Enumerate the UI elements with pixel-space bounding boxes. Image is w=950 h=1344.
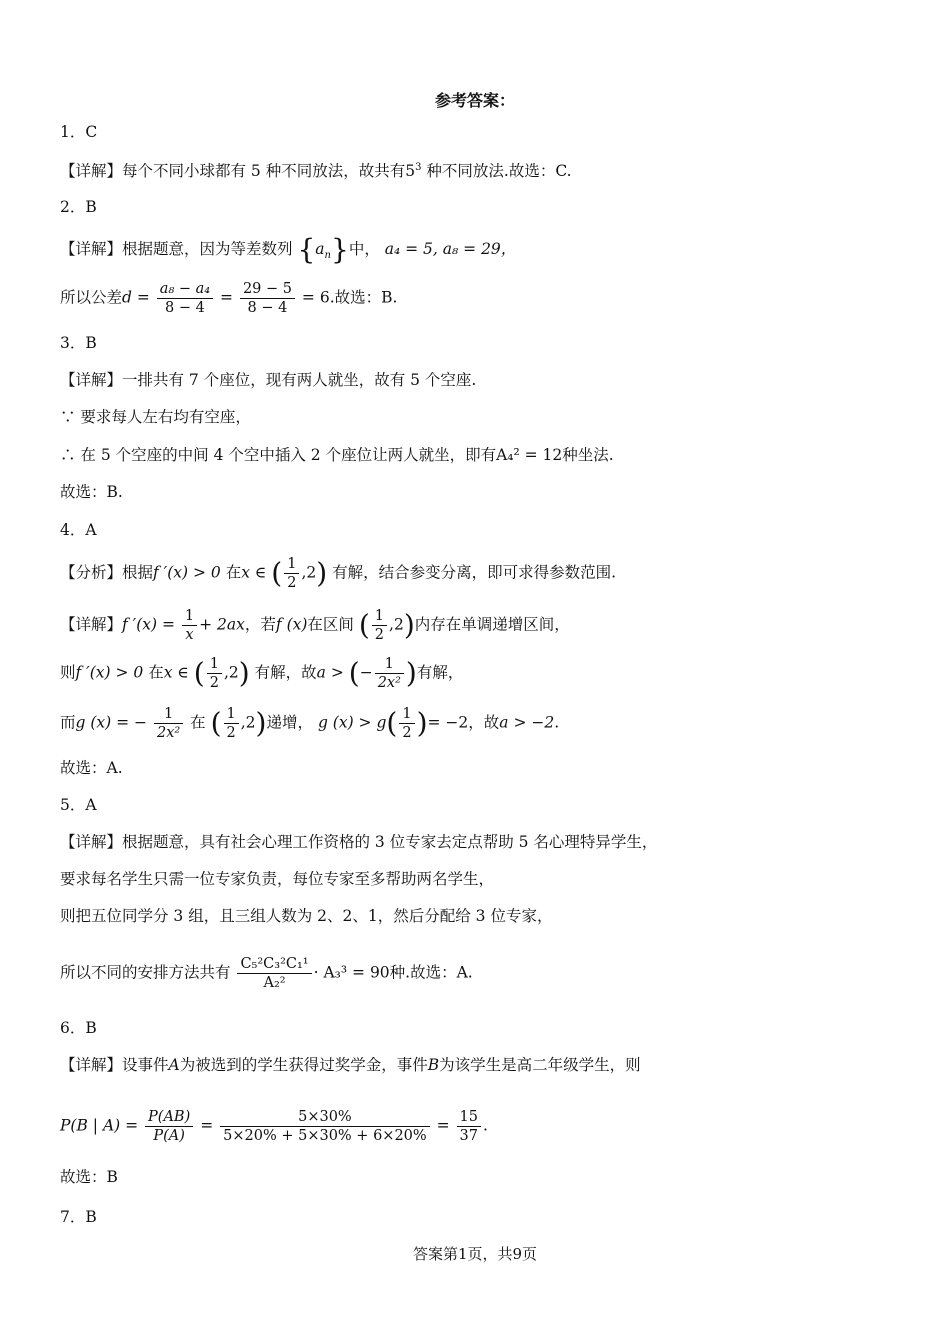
q4-half [224, 705, 239, 742]
q6-line1 [60, 1054, 641, 1076]
q2-formula: 所以公差d = $\frac{\text{a₈ − a₄}}{8 - 4}$ = $\frac{29 - 5}{8 - 4}$ = 6.故选：B. [60, 281, 398, 316]
q4-detail [60, 607, 570, 644]
q6-pba: P(B | A) = [60, 1116, 139, 1135]
q4-text-e: 在区间 [307, 615, 354, 634]
q5-answer: 5．A [60, 796, 97, 814]
paren-left: ( [358, 608, 370, 642]
q4-a-gt: a > [316, 663, 344, 682]
q6-text: 【详解】设事件 [60, 1056, 169, 1074]
q2-choice: .故选：B. [329, 288, 398, 307]
q5-text: 所以不同的安排方法共有 [60, 963, 231, 982]
q4-x-in-2: x ∈ [163, 663, 189, 682]
q3-text-b: 种坐法. [562, 446, 614, 464]
page-title: 参考答案： [434, 91, 515, 110]
q5-line4 [60, 955, 473, 992]
q4-text-k: 而 [60, 713, 76, 732]
q4-half [284, 555, 299, 592]
paren-right: ) [416, 706, 428, 740]
q5-line2: 要求每名学生只需一位专家负责，每位专家至多帮助两名学生， [60, 870, 495, 888]
q1-exp: 3 [415, 162, 422, 173]
q3-line4: 故选：B. [60, 483, 123, 501]
q1-answer: 1．C [60, 123, 98, 141]
q4-text-i: 有解，故 [254, 663, 317, 682]
equals: = [436, 1116, 450, 1135]
q4-x-in: x ∈ [241, 563, 267, 582]
q4-fprime: f ′(x) > 0 [153, 563, 221, 582]
q4-text-b: 在 [225, 563, 242, 582]
q5-line3: 则把五位同学分 3 组，且三组人数为 2、2、1，然后分配给 3 位专家， [60, 907, 553, 925]
paren-left: ( [193, 656, 205, 690]
q4-line4 [60, 705, 559, 742]
q5-fraction [237, 955, 311, 992]
paren-right: ) [238, 656, 250, 690]
q3-answer: 3．B [60, 334, 97, 352]
q1-base: 5 [405, 162, 416, 181]
q4-text-c: 有解，结合参变分离，即可求得参数范围. [332, 563, 617, 582]
q4-two: ,2 [389, 615, 404, 634]
q4-2x2: 2x² [156, 725, 181, 741]
q1-detail [60, 157, 572, 182]
q2-fraction-2 [240, 280, 295, 317]
q3-line1: 【详解】一排共有 7 个座位，现有两人就坐，故有 5 个空座. [60, 371, 477, 389]
q6-pab: P(AB) [148, 1109, 191, 1125]
q2-text-b: 中， [348, 240, 380, 258]
q4-line3 [60, 655, 463, 692]
q2-frac2-num: 29 − 5 [240, 280, 295, 299]
q4-half [207, 655, 222, 692]
event-a: A [168, 1056, 180, 1074]
q4-text-f: 内存在单调递增区间， [414, 615, 570, 634]
q4-line5: 故选：A. [60, 759, 123, 777]
left-brace: { [297, 233, 316, 266]
x: x [185, 627, 194, 643]
q6-frac-3 [457, 1108, 481, 1145]
equals: = [200, 1116, 214, 1135]
paren-left: ( [348, 656, 360, 690]
half-den: 2 [374, 627, 385, 643]
q6-formula [60, 1108, 488, 1145]
q6-frac-1 [145, 1108, 193, 1145]
q2-text-c: 所以公差 [60, 288, 123, 307]
q3-line2: ∵ 要求每人左右均有空座， [60, 408, 251, 426]
q6-big-den: 5×20% + 5×30% + 6×20% [223, 1128, 427, 1144]
page-footer: 答案第1页，共9页 [412, 1245, 538, 1263]
paren-right: ) [405, 656, 417, 690]
q2-seq-sub: n [324, 250, 331, 262]
half-num: 1 [372, 607, 387, 626]
q6-pa: P(A) [153, 1128, 185, 1144]
half-num: 1 [284, 555, 299, 574]
half-den: 2 [402, 725, 412, 741]
q6-text-b: 为被选到的学生获得过奖学金，事件 [179, 1056, 428, 1074]
q2-condition: a₄ = 5, a₈ = 29， [384, 240, 517, 258]
q6-frac-2 [220, 1108, 430, 1145]
q4-half [399, 705, 414, 742]
paren-right: ) [255, 706, 267, 740]
q2-seq: a [315, 240, 325, 258]
q6-answer: 6．B [60, 1019, 97, 1037]
q6-text-c: 为该学生是高二年级学生，则 [439, 1056, 641, 1074]
q4-text: 【分析】根据 [60, 563, 154, 582]
q2-frac2-den: 8 − 4 [247, 300, 288, 316]
q4-minus2: = −2 [427, 713, 469, 732]
q4-analysis [60, 555, 616, 592]
q2-frac1-num: a₈ − a₄ [159, 281, 211, 297]
q4-one-over-x [182, 607, 197, 644]
q4-g-def: g (x) = − [75, 713, 148, 732]
q4-two: ,2 [301, 563, 317, 582]
paren-right: ) [403, 608, 415, 642]
right-brace: } [330, 233, 349, 266]
q4-fprime-def: f ′(x) = [122, 615, 175, 634]
minus: − [359, 663, 373, 682]
paren-left: ( [386, 706, 398, 740]
q5-frac-num: C₅²C₃²C₁¹ [237, 955, 311, 974]
q4-a-result: a > −2 [499, 713, 555, 732]
q2-fraction-1 [157, 280, 213, 317]
q3-formula: A₄² = 12 [496, 446, 563, 464]
q4-text-h: 在 [148, 663, 164, 682]
q4-g-compare: g (x) > g [317, 713, 387, 732]
q6-dot: . [483, 1116, 488, 1135]
half-num: 1 [207, 655, 222, 674]
q1-text: 【详解】每个不同小球都有 5 种不同放法，故共有 [60, 162, 406, 181]
q2-answer: 2．B [60, 198, 97, 216]
q4-answer: 4．A [60, 521, 97, 539]
q4-text-l: 在 [190, 713, 206, 732]
q5-frac-den: A₂² [263, 975, 286, 991]
q6-line3: 故选：B [60, 1168, 118, 1186]
q6-big-num: 5×30% [220, 1108, 430, 1127]
half-den: 2 [287, 575, 297, 591]
q5-line1: 【详解】根据题意，具有社会心理工作资格的 3 位专家去定点帮助 5 名心理特异学生， [60, 833, 658, 851]
event-b: B [427, 1056, 440, 1074]
paren-left: ( [271, 556, 283, 590]
q4-text-d: ，若 [244, 615, 276, 634]
q4-text-m: 递增， [266, 713, 313, 732]
half-den: 2 [209, 675, 219, 691]
q6-res-den: 37 [459, 1128, 478, 1144]
q4-two: ,2 [223, 663, 239, 682]
q4-text-n: ，故 [468, 713, 500, 732]
q3-text: ∴ 在 5 个空座的中间 4 个空中插入 2 个座位让两人就坐，即有 [60, 446, 497, 464]
q2-text: 【详解】根据题意，因为等差数列 [60, 240, 293, 258]
q4-dot: . [554, 713, 560, 732]
q1-text-b: 种不同放法.故选：C. [426, 162, 572, 181]
q2-detail [60, 233, 517, 267]
q4-f: f (x) [275, 615, 308, 634]
q4-neg-frac [375, 655, 404, 692]
half-num: 1 [224, 705, 239, 724]
q4-fprime-2: f ′(x) > 0 [75, 663, 144, 682]
q5-result: · A₃³ = 90 [313, 963, 390, 982]
q4-half [372, 607, 387, 644]
q6-res-num: 15 [457, 1108, 481, 1127]
q7-answer: 7．B [60, 1208, 97, 1226]
q4-text-g: 则 [60, 663, 76, 682]
q4-neg-frac-2 [154, 705, 183, 742]
q4-detail-label: 【详解】 [60, 615, 123, 634]
q3-line3 [60, 444, 614, 466]
q4-2x2: 2x² [377, 675, 401, 691]
q2-frac1-den: 8 − 4 [165, 300, 205, 316]
half-den: 2 [226, 725, 236, 741]
q4-two: ,2 [240, 713, 256, 732]
one: 1 [375, 655, 404, 674]
q4-text-j: 有解， [416, 663, 464, 682]
q2-result: = 6 [301, 288, 330, 307]
q2-d: d [122, 288, 132, 307]
q4-2ax: + 2ax [199, 615, 245, 634]
paren-left: ( [210, 706, 222, 740]
half-num: 1 [399, 705, 414, 724]
one: 1 [182, 607, 197, 626]
one: 1 [154, 705, 183, 724]
paren-right: ) [316, 556, 328, 590]
q5-text-b: 种.故选：A. [389, 963, 473, 982]
